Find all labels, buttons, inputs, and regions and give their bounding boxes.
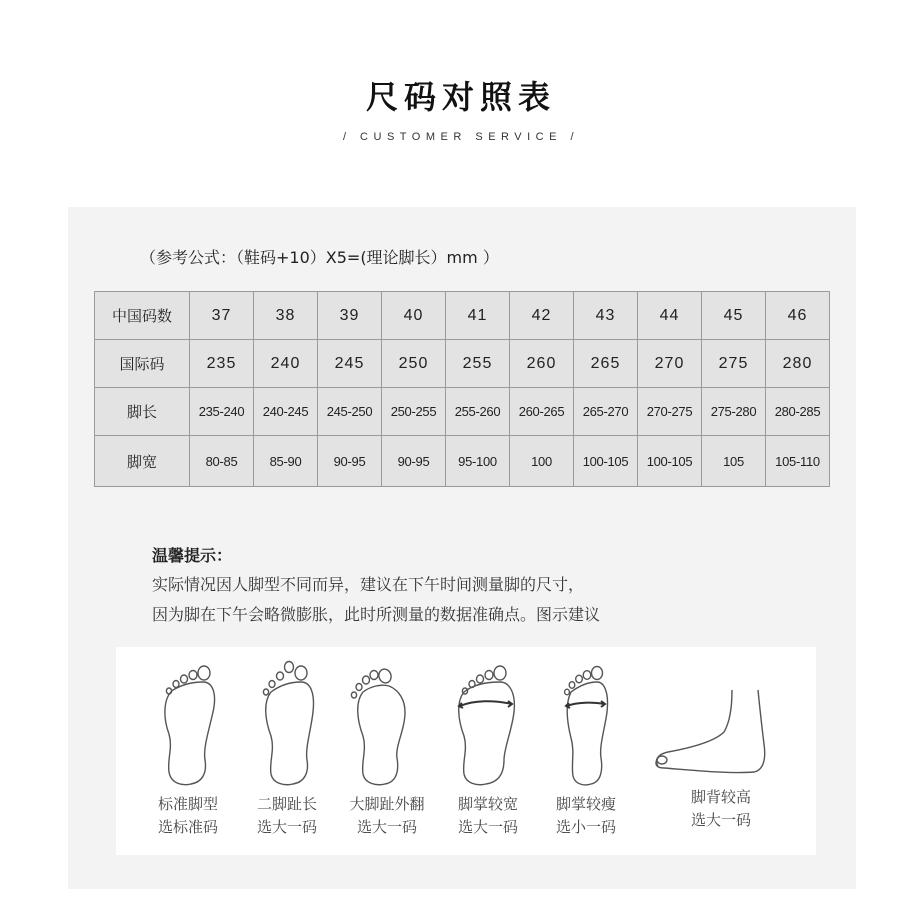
table-cell: 105 (702, 436, 766, 487)
table-cell: 37 (190, 292, 254, 340)
foot-label-wide (433, 793, 543, 839)
table-cell: 90-95 (318, 436, 382, 487)
table-cell: 275 (702, 340, 766, 388)
foot-label-line: 脚掌较瘦 (555, 795, 616, 813)
narrow-foot-icon (557, 660, 617, 788)
foot-label-line: 标准脚型 (157, 795, 218, 813)
table-cell: 255 (446, 340, 510, 388)
table-cell: 255-260 (446, 388, 510, 436)
table-cell: 100-105 (638, 436, 702, 487)
table-cell: 250-255 (382, 388, 446, 436)
foot-label-line: 二脚趾长 (256, 795, 317, 813)
table-row-foot-length (95, 388, 830, 436)
table-cell: 240-245 (254, 388, 318, 436)
row-label: 国际码 (95, 340, 190, 388)
table-cell: 42 (510, 292, 574, 340)
table-cell: 39 (318, 292, 382, 340)
table-cell: 105-110 (766, 436, 830, 487)
table-cell: 235 (190, 340, 254, 388)
table-cell: 90-95 (382, 436, 446, 487)
foot-label-high-instep (666, 786, 776, 832)
table-cell: 44 (638, 292, 702, 340)
table-cell: 250 (382, 340, 446, 388)
table-row-intl-size (95, 340, 830, 388)
table-cell: 38 (254, 292, 318, 340)
table-cell: 41 (446, 292, 510, 340)
foot-label-line: 选小一码 (555, 818, 616, 836)
bunion-foot-icon (345, 660, 415, 788)
foot-label-long-second-toe (232, 793, 342, 839)
table-row-cn-size (95, 292, 830, 340)
foot-label-bunion (332, 793, 442, 839)
table-cell: 280 (766, 340, 830, 388)
row-label: 脚长 (95, 388, 190, 436)
tips-title: 温馨提示： (152, 546, 233, 565)
size-chart-table (94, 291, 830, 487)
table-cell: 265-270 (574, 388, 638, 436)
table-cell: 245-250 (318, 388, 382, 436)
table-cell: 260 (510, 340, 574, 388)
table-cell: 85-90 (254, 436, 318, 487)
tips-text: 因为脚在下午会略微膨胀，此时所测量的数据准确点。图示建议 (152, 605, 601, 624)
foot-label-line: 大脚趾外翻 (349, 795, 425, 813)
page-title: 尺码对照表 (365, 78, 556, 116)
table-cell: 45 (702, 292, 766, 340)
foot-label-line: 选大一码 (457, 818, 518, 836)
foot-label-standard (133, 793, 243, 839)
table-cell: 100 (510, 436, 574, 487)
high-instep-foot-icon (650, 688, 775, 778)
table-cell: 260-265 (510, 388, 574, 436)
standard-foot-icon (155, 660, 225, 788)
table-cell: 46 (766, 292, 830, 340)
table-cell: 235-240 (190, 388, 254, 436)
foot-label-line: 脚背较高 (690, 788, 751, 806)
wide-foot-icon (452, 660, 522, 788)
table-cell: 270 (638, 340, 702, 388)
table-cell: 43 (574, 292, 638, 340)
table-row-foot-width (95, 436, 830, 487)
table-cell: 280-285 (766, 388, 830, 436)
table-cell: 95-100 (446, 436, 510, 487)
row-label: 中国码数 (95, 292, 190, 340)
foot-label-line: 选大一码 (356, 818, 417, 836)
tips-text: 实际情况因人脚型不同而异，建议在下午时间测量脚的尺寸， (152, 575, 585, 594)
table-cell: 270-275 (638, 388, 702, 436)
row-label: 脚宽 (95, 436, 190, 487)
size-formula: （参考公式：（鞋码+10）X5=(理论脚长）mm ） (140, 248, 499, 267)
foot-label-narrow (531, 793, 641, 839)
table-cell: 265 (574, 340, 638, 388)
foot-label-line: 选大一码 (690, 811, 751, 829)
long-second-toe-foot-icon (255, 656, 325, 788)
table-cell: 275-280 (702, 388, 766, 436)
foot-label-line: 脚掌较宽 (457, 795, 518, 813)
table-cell: 80-85 (190, 436, 254, 487)
table-cell: 240 (254, 340, 318, 388)
foot-label-line: 选标准码 (157, 818, 218, 836)
table-cell: 100-105 (574, 436, 638, 487)
foot-label-line: 选大一码 (256, 818, 317, 836)
page-subtitle: / CUSTOMER SERVICE / (342, 131, 580, 143)
table-cell: 40 (382, 292, 446, 340)
table-cell: 245 (318, 340, 382, 388)
